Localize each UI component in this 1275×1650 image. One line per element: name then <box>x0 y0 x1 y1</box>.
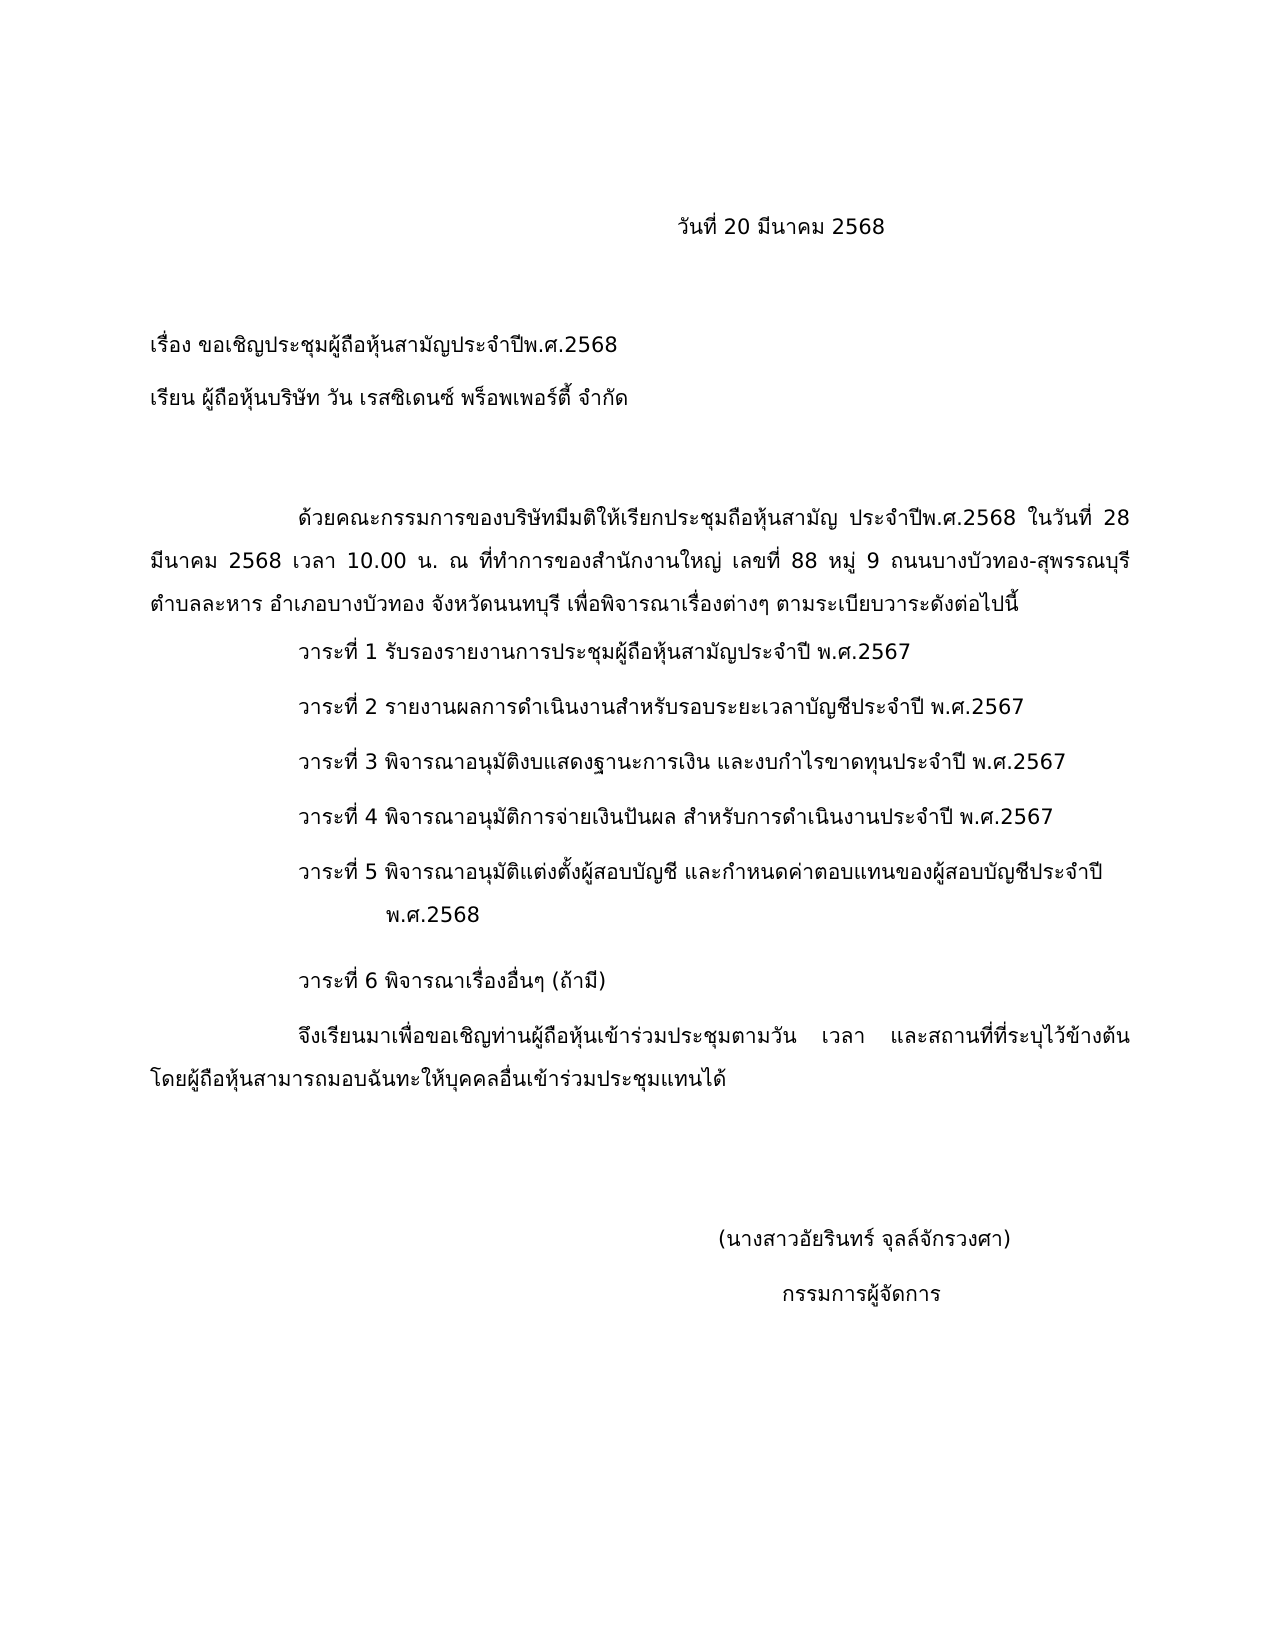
agenda-text: รับรองรายงานการประชุมผู้ถือหุ้นสามัญประจำปี พ.ศ.2567 <box>384 640 912 664</box>
agenda-text: พิจารณาอนุมัติแต่งตั้งผู้สอบบัญชี และกำหนดค่าตอบแทนของผู้สอบบัญชีประจำปี พ.ศ.2568 <box>384 860 1103 927</box>
intro-paragraph-text: ด้วยคณะกรรมการของบริษัทมีมติให้เรียกประชุมถือหุ้นสามัญ ประจำปีพ.ศ.2568 ในวันที่ 28 มีนาคม 2568 เวลา 10.00 น. ณ ที่ทำการของสำนักงานใหญ่ เลขที่ 88 หมู่ 9 ถนนบางบัวทอง-สุพรรณบุรี ตำบลละหาร อำเภอบางบัวทอง จังหวัดนนทบุรี เพื่อพิจารณาเรื่องต่างๆ ตามระเบียบวาระดังต่อไปนี้ <box>150 506 1130 616</box>
intro-paragraph <box>150 497 1130 626</box>
agenda-item-2 <box>298 686 1128 729</box>
closing-paragraph-text: จึงเรียนมาเพื่อขอเชิญท่านผู้ถือหุ้นเข้าร่วมประชุมตามวัน เวลา และสถานที่ที่ระบุไว้ข้างต้น โดยผู้ถือหุ้นสามารถมอบฉันทะให้บุคคลอื่นเข้าร่วมประชุมแทนได้ <box>150 1024 1130 1091</box>
agenda-item-1 <box>298 631 1128 674</box>
closing-paragraph <box>150 1015 1130 1101</box>
agenda-text: พิจารณาอนุมัติงบแสดงฐานะการเงิน และงบกำไรขาดทุนประจำปี พ.ศ.2567 <box>384 750 1067 774</box>
agenda-text: รายงานผลการดำเนินงานสำหรับรอบระยะเวลาบัญชีประจำปี พ.ศ.2567 <box>384 695 1025 719</box>
agenda-item-3 <box>298 741 1128 784</box>
letter-date: วันที่ 20 มีนาคม 2568 <box>677 215 886 239</box>
letter-subject: เรื่อง ขอเชิญประชุมผู้ถือหุ้นสามัญประจำปีพ.ศ.2568 <box>150 333 618 357</box>
letter-recipient: เรียน ผู้ถือหุ้นบริษัท วัน เรสซิเดนซ์ พร็อพเพอร์ตี้ จำกัด <box>150 386 629 410</box>
agenda-label: วาระที่ 5 <box>298 860 379 884</box>
agenda-label: วาระที่ 6 <box>298 969 379 993</box>
signatory-title: กรรมการผู้จัดการ <box>782 1282 941 1306</box>
agenda-label: วาระที่ 1 <box>298 640 379 664</box>
agenda-text: พิจารณาเรื่องอื่นๆ (ถ้ามี) <box>384 969 607 993</box>
agenda-text: พิจารณาอนุมัติการจ่ายเงินปันผล สำหรับการดำเนินงานประจำปี พ.ศ.2567 <box>384 805 1054 829</box>
signatory-name: (นางสาวอัยรินทร์ จุลล์จักรวงศา) <box>718 1227 1012 1251</box>
agenda-label: วาระที่ 4 <box>298 805 379 829</box>
agenda-item-5 <box>298 851 1128 937</box>
agenda-label: วาระที่ 2 <box>298 695 379 719</box>
agenda-item-4 <box>298 796 1128 839</box>
agenda-label: วาระที่ 3 <box>298 750 379 774</box>
agenda-item-6 <box>298 960 1128 1003</box>
